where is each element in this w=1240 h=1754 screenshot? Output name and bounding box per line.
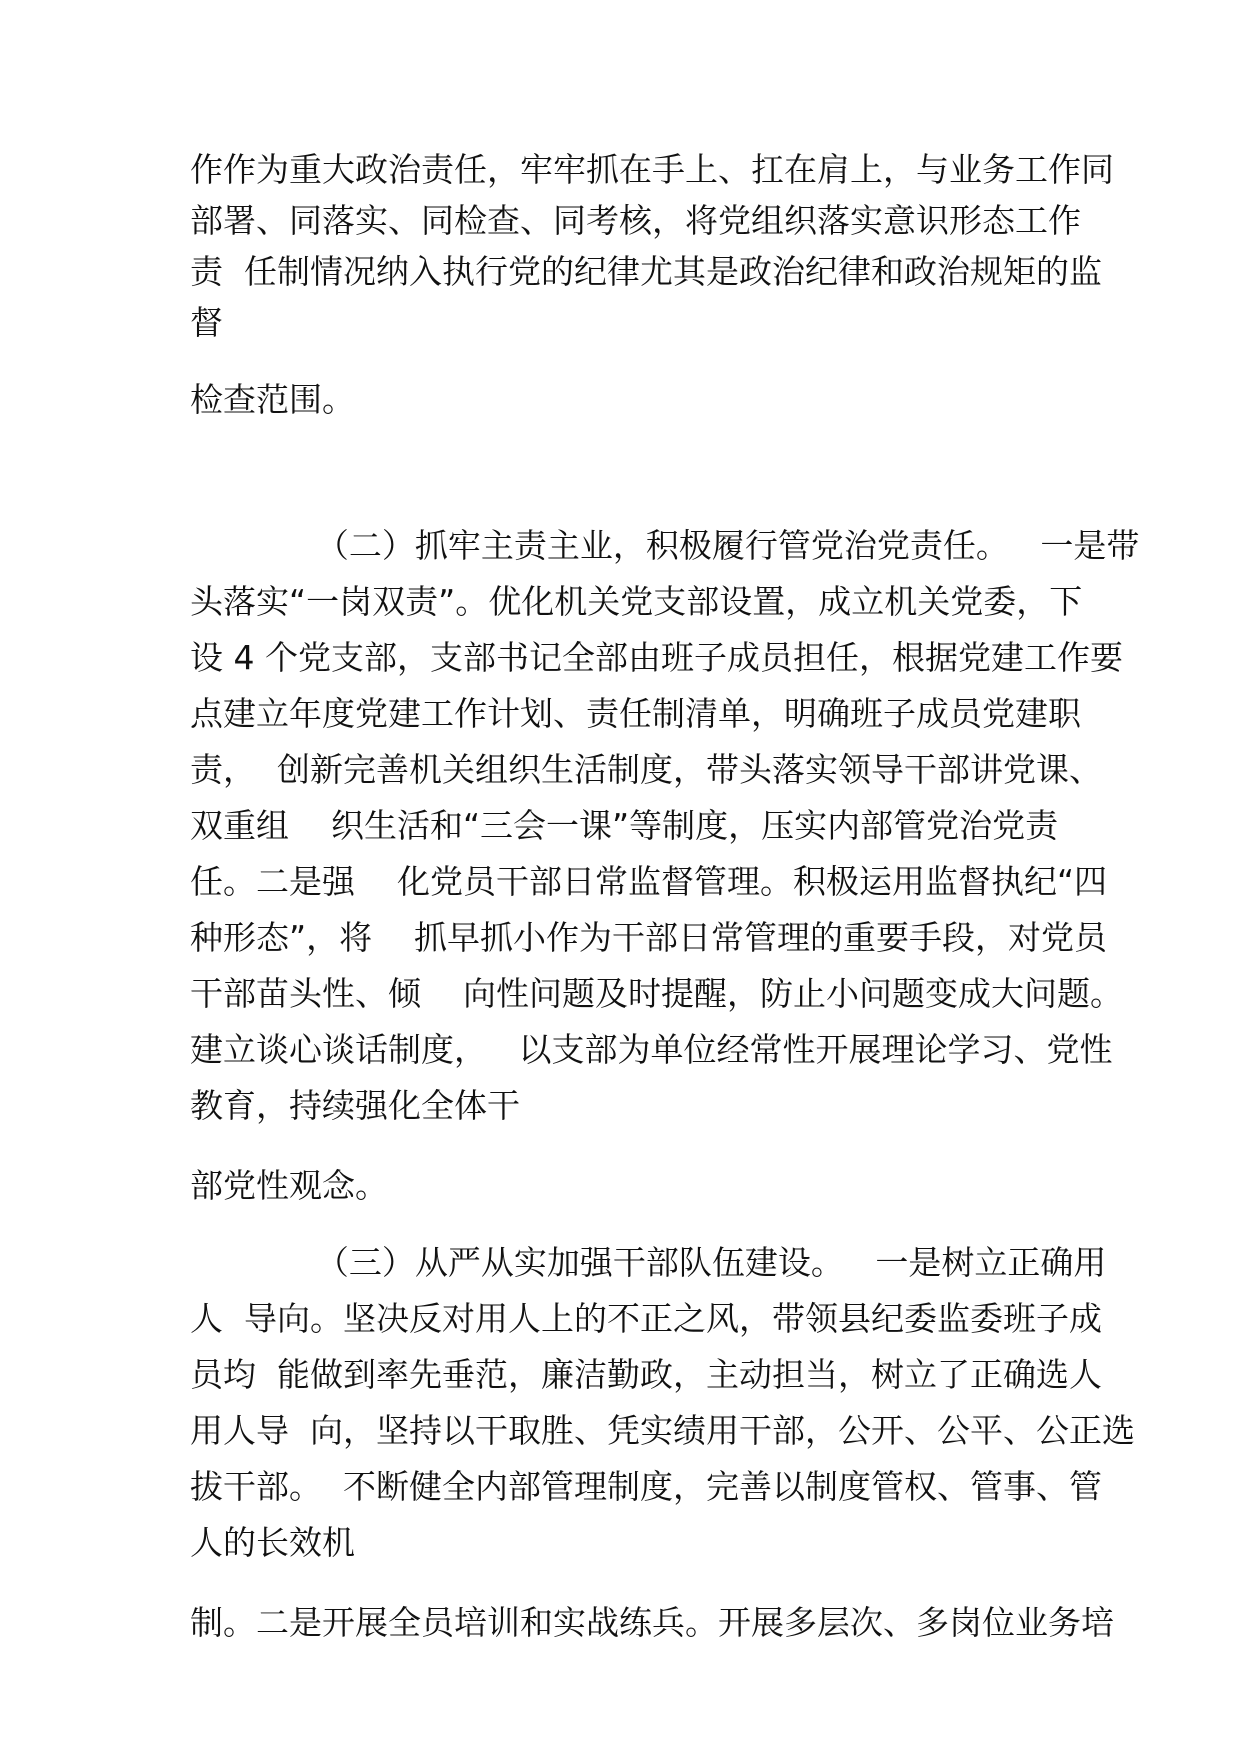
text-line: 作作为重大政治责任，牢牢抓在手上、扛在肩上，与业务工作同 bbox=[190, 150, 1114, 189]
text-line: 拔干部。 不断健全内部管理制度，完善以制度管权、管事、管 bbox=[190, 1467, 1102, 1506]
text-line: 点建立年度党建工作计划、责任制清单，明确班子成员党建职 bbox=[190, 694, 1081, 733]
text-line: 任。二是强 化党员干部日常监督管理。积极运用监督执纪“四 bbox=[190, 862, 1108, 901]
text-line: 人 导向。坚决反对用人上的不正之风，带领县纪委监委班子成 bbox=[190, 1299, 1102, 1338]
text-line: （二）抓牢主责主业，积极履行管党治党责任。 一是带 bbox=[190, 526, 1140, 565]
text-line: 建立谈心谈话制度， 以支部为单位经常性开展理论学习、党性 bbox=[190, 1030, 1113, 1069]
text-line: 制。二是开展全员培训和实战练兵。开展多层次、多岗位业务培 bbox=[190, 1603, 1114, 1642]
text-line: 干部苗头性、倾 向性问题及时提醒，防止小问题变成大问题。 bbox=[190, 974, 1123, 1013]
text-line: 用人导 向，坚持以干取胜、凭实绩用干部，公开、公平、公正选 bbox=[190, 1411, 1135, 1450]
text-line: 责， 创新完善机关组织生活制度，带头落实领导干部讲党课、 bbox=[190, 750, 1102, 789]
text-line: 双重组 织生活和“三会一课”等制度，压实内部管党治党责 bbox=[190, 806, 1059, 845]
text-line: 检查范围。 bbox=[190, 380, 355, 419]
text-line: 人的长效机 bbox=[190, 1523, 355, 1562]
text-line: 教育，持续强化全体干 bbox=[190, 1086, 520, 1125]
text-line: （三）从严从实加强干部队伍建设。 一是树立正确用 bbox=[190, 1243, 1107, 1282]
text-line: 部党性观念。 bbox=[190, 1166, 388, 1205]
text-line: 种形态”，将 抓早抓小作为干部日常管理的重要手段，对党员 bbox=[190, 918, 1108, 957]
text-line: 督 bbox=[190, 303, 223, 342]
text-line: 设 4 个党支部，支部书记全部由班子成员担任，根据党建工作要 bbox=[190, 638, 1123, 677]
text-line: 部署、同落实、同检查、同考核，将党组织落实意识形态工作 bbox=[190, 201, 1081, 240]
text-line: 头落实“一岗双责”。优化机关党支部设置，成立机关党委，下 bbox=[190, 582, 1083, 621]
text-line: 员均 能做到率先垂范，廉洁勤政，主动担当，树立了正确选人 bbox=[190, 1355, 1102, 1394]
text-line: 责 任制情况纳入执行党的纪律尤其是政治纪律和政治规矩的监 bbox=[190, 252, 1102, 291]
